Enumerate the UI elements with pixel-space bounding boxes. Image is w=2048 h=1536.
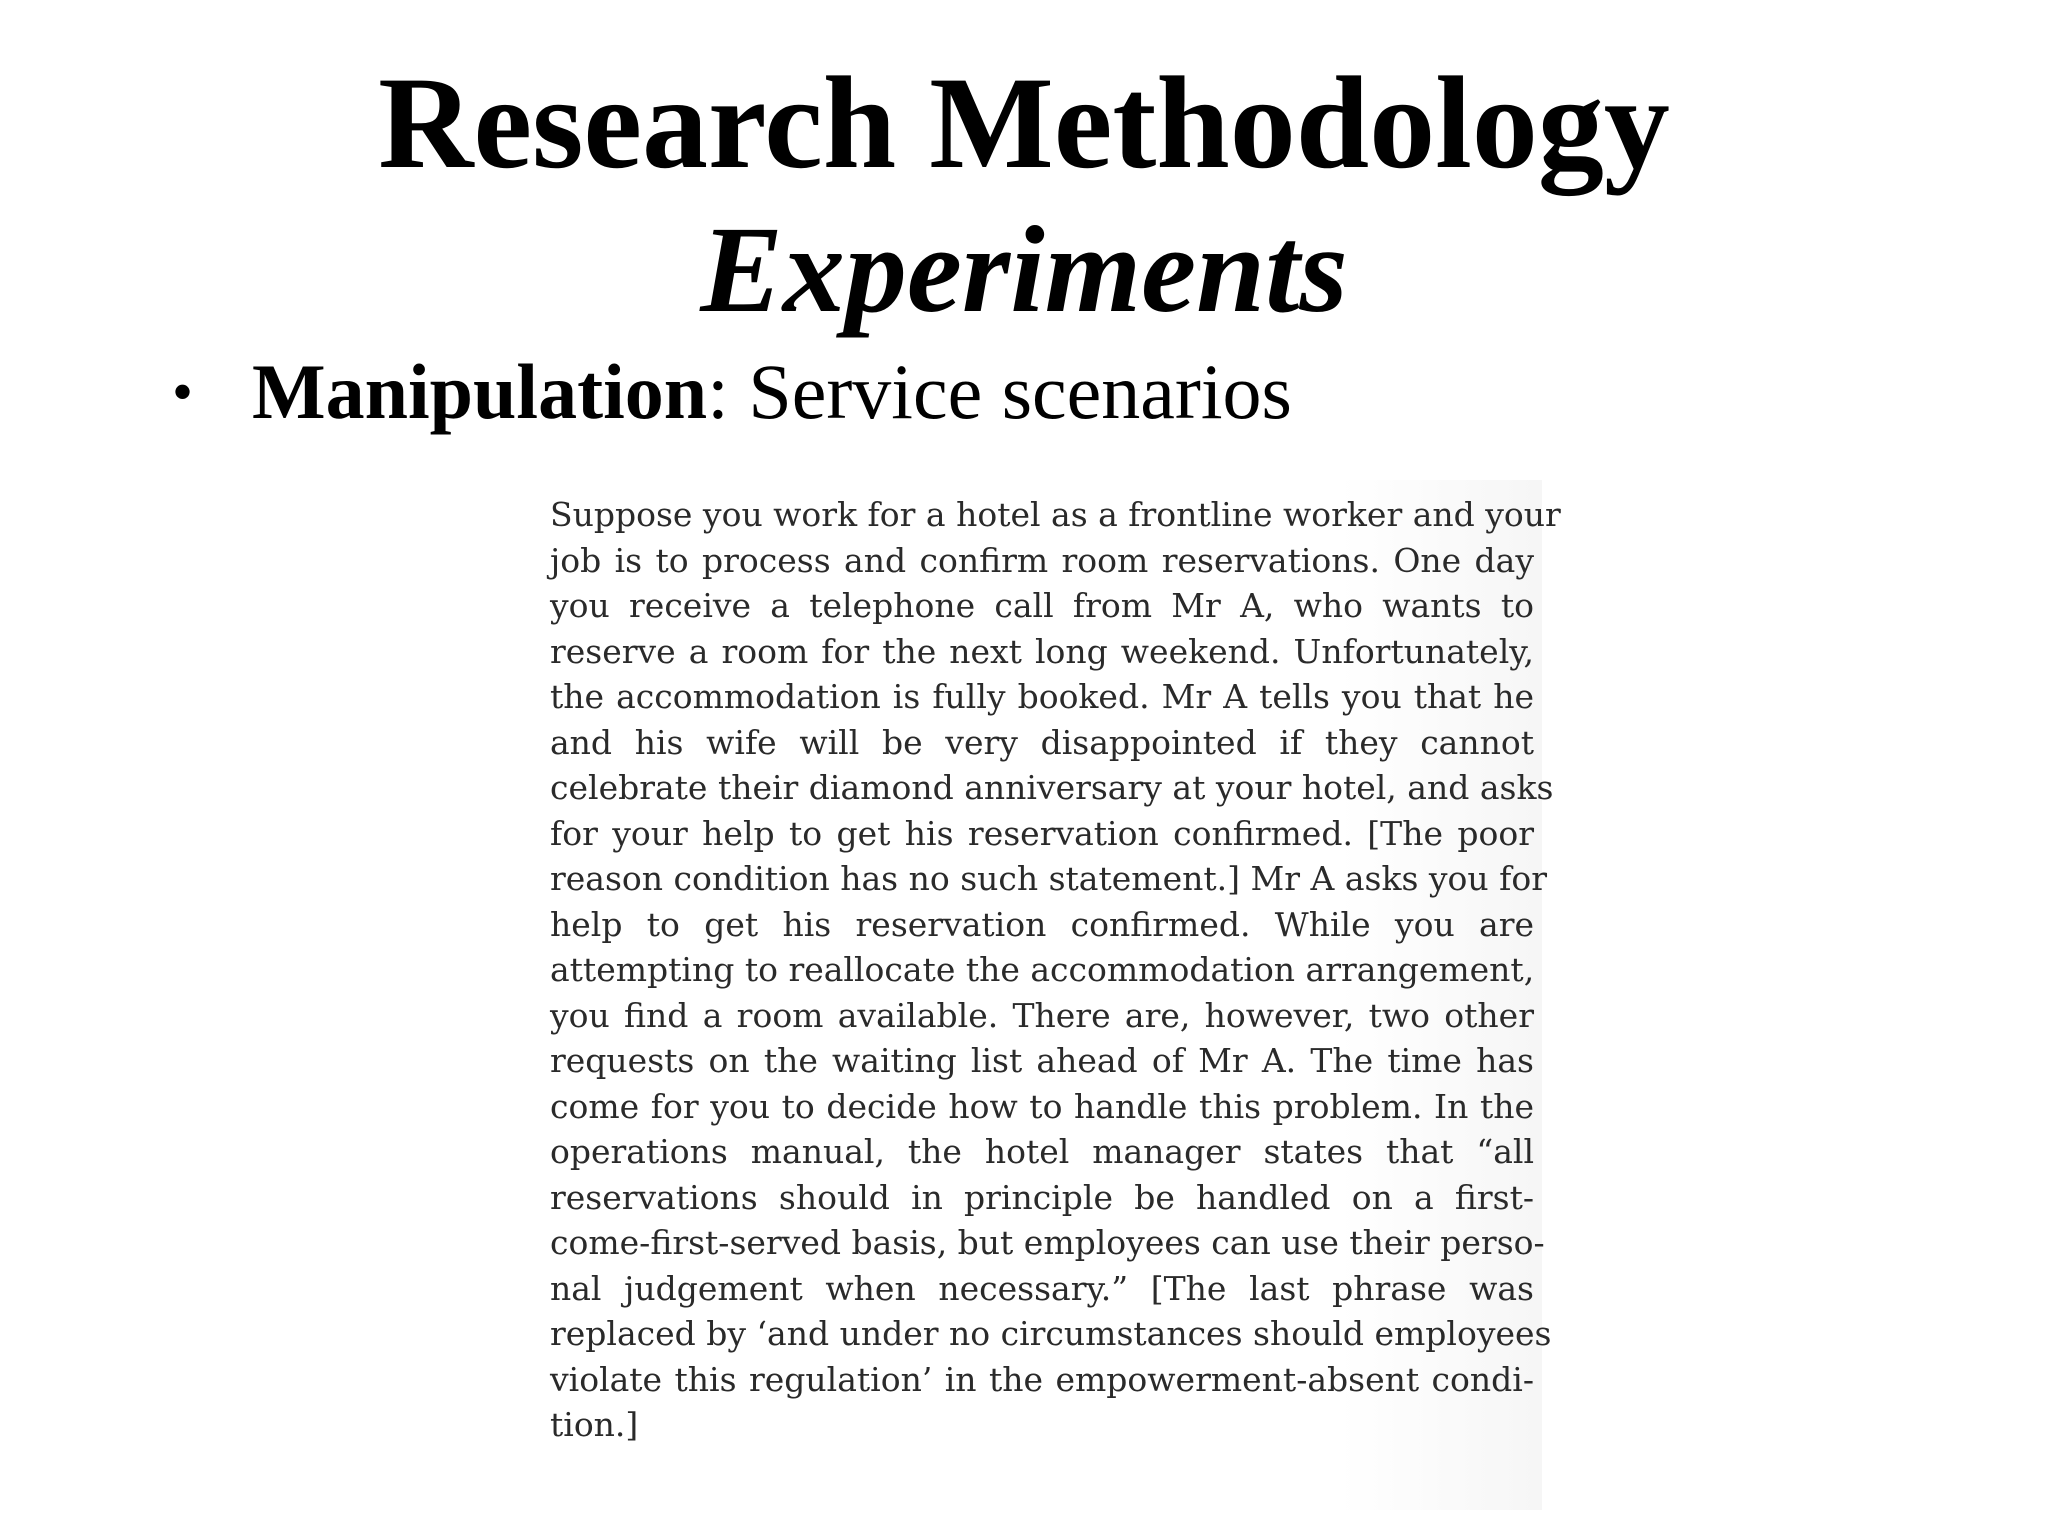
scenario-line: celebrate their diamond anniversary at your hotel, and asks	[550, 768, 1554, 807]
scenario-line: for your help to get his reservation confirmed. [The poor	[550, 813, 1534, 853]
scenario-line: requests on the waiting list ahead of Mr A. The time has	[550, 1041, 1534, 1080]
scenario-line: reservations should in principle be handled on a first-	[550, 1177, 1534, 1217]
scenario-line: operations manual, the hotel manager states that “all	[550, 1132, 1534, 1171]
bullet-text: Service scenarios	[748, 348, 1292, 435]
scenario-line: reserve a room for the next long weekend. Unfortunately,	[550, 631, 1534, 671]
bullet-term: Manipulation	[252, 348, 708, 435]
scenario-line: Suppose you work for a hotel as a frontline worker and your	[550, 495, 1561, 534]
scenario-line: you find a room available. There are, however, two other	[550, 995, 1534, 1035]
bullet-separator: :	[707, 348, 749, 435]
slide-title: Research Methodology	[378, 49, 1670, 196]
scenario-line: come-first-served basis, but employees can use their perso-	[550, 1223, 1545, 1262]
scenario-line: tion.]	[550, 1405, 639, 1444]
scenario-line: job is to process and confirm room reservations. One day	[550, 540, 1534, 580]
scenario-line: reason condition has no such statement.] Mr A asks you for	[550, 859, 1547, 898]
scenario-line: you receive a telephone call from Mr A, who wants to	[550, 586, 1534, 625]
scenario-line: the accommodation is fully booked. Mr A tells you that he	[550, 677, 1534, 716]
scenario-line: come for you to decide how to handle this problem. In the	[550, 1086, 1534, 1126]
bullet-icon: •	[172, 359, 194, 425]
slide-subtitle: Experiments	[700, 201, 1348, 338]
scenario-line: help to get his reservation confirmed. While you are	[550, 904, 1534, 944]
scenario-scan-image	[532, 480, 1561, 1510]
bullet-item	[172, 344, 1292, 440]
scenario-line: and his wife will be very disappointed if they cannot	[550, 722, 1534, 762]
scenario-line: violate this regulation’ in the empowerment-absent condi-	[550, 1359, 1534, 1399]
scenario-text	[550, 492, 1561, 1448]
scenario-line: replaced by ‘and under no circumstances should employees	[550, 1314, 1552, 1353]
scenario-line: nal judgement when necessary.” [The last phrase was	[550, 1268, 1534, 1308]
scenario-line: attempting to reallocate the accommodation arrangement,	[550, 950, 1535, 989]
